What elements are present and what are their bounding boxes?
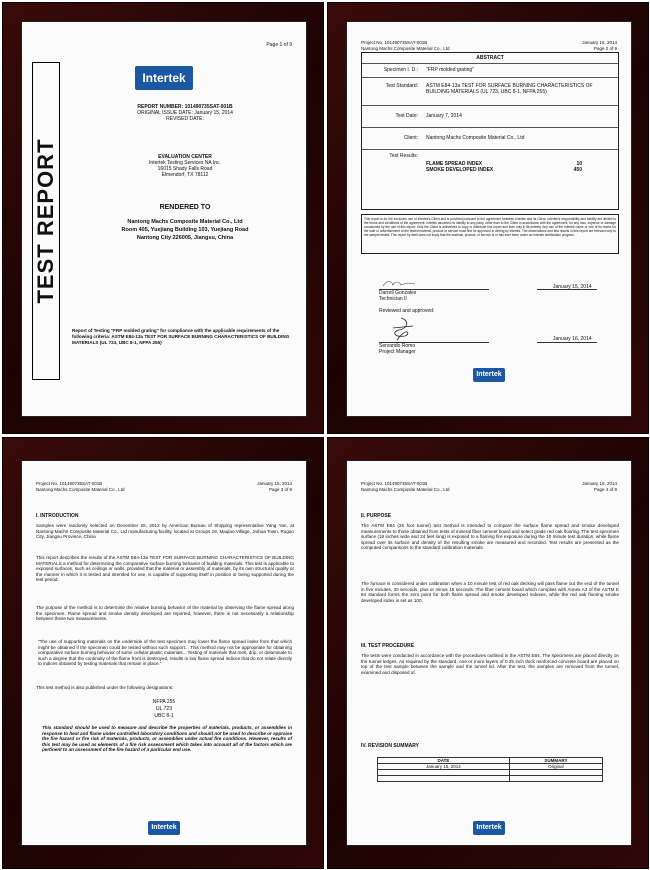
center-line: 16015 Shady Falls Road [157, 166, 213, 172]
header-right: January 15, 2014 Page 3 of 9 [257, 481, 292, 492]
intro-quote: "The use of supporting materials on the underside of the test specimen may lower the flame spread index from that which might be obtained if the specimen could be tested without such support... This method may not be appropriate for obtaining comparative surface burning behavior of some cellular plastic materials... Testing of materials that melt, drip, or delaminate to such a degree that the continuity of the flame front is destroyed, results in low flame spread indices that do not relate directly to indices obtained by testing materials that remain in place." [38, 639, 292, 667]
table-cell: January 15, 2014 [378, 764, 510, 770]
center-line: Intertek Testing Services NA Inc. [149, 160, 221, 166]
center-line: Elmendorf, TX 78112 [161, 172, 209, 178]
page-2 [346, 21, 632, 417]
table-header: DATE [378, 758, 510, 764]
intertek-logo: Intertek [473, 368, 505, 382]
standard-notice: This standard should be used to measure and describe the properties of materials, products, or assemblies in response to heat and flame under controlled laboratory conditions and should not be used to describe or appraise the fire hazard or fire risk of materials, products, or assemblies under actual fire conditions. However, results of this test may be used as elements of a fire risk assessment which takes into account all of the factors which are pertinent to an assessment of the fire hazard of a particular end use. [42, 725, 292, 753]
frame-page-1 [2, 2, 324, 434]
flame-spread-value: 10 [576, 161, 582, 167]
abstract-title: ABSTRACT [476, 55, 504, 61]
table-header: SUMMARY [509, 758, 602, 764]
intro-paragraph-2: This report describes the results of the ASTM E84-13a TEST FOR SURFACE BURNING CHARACTERISTICS OF BUILDING MATERIALS a method for determining the comparative surface burning behavior of building materials. This test is applicable to exposed surfaces, such as ceilings or walls, provided that the material or assembly of materials, by its own structural quality or the manner in which it is tested and intended for use, is capable of supporting itself in position or being supported during the test period. [36, 555, 294, 583]
rendered-to-title: RENDERED TO [159, 204, 211, 211]
revised-date: REVISED DATE: [166, 116, 204, 122]
page-3 [21, 460, 307, 846]
signer-1-name: Darrell Gonzales [379, 290, 417, 296]
smoke-developed-label: SMOKE DEVELOPED INDEX [426, 167, 494, 173]
page-number: Page 1 of 9 [266, 42, 292, 48]
signer-2-title: Project Manager [379, 349, 416, 355]
signature-gonzales [381, 278, 421, 288]
header-right: January 15, 2014 Page 4 of 9 [582, 481, 617, 492]
intertek-logo: Intertek [473, 821, 505, 835]
procedure-paragraph: The tests were conducted in accordance with the procedures outlined in the ASTM E84. The specimens are placed directly on the tunnel ledges. As required by the standard, one or more layers of 0.25 inch thick reinforced concrete board are placed on top of the test sample between the sample and the tunnel lid. After the test, the samples are removed from the tunnel, examined and disposed of. [361, 653, 619, 675]
table-cell [378, 776, 510, 782]
smoke-developed-value: 450 [573, 167, 582, 173]
intro-paragraph-1: Samples were randomly selected on December 25, 2013 by American Bureau of Shipping representative Yang Yan, at Nantong Machs Composite Material Co., Ltd manufacturing facility, located at Groups 18, Maqiao Village, Jiuhua Town, Rugao City, Jiangsu Province, China [36, 523, 294, 540]
compliance-statement: Report of Testing "FRP molded grating" for compliance with the applicable requirements of the following criteria: ASTM E84-13a TEST FOR SURFACE BURNING CHARACTERISTICS OF BUILDING MATERIALS (UL 723, UBC 8-1, NFPA 255) [72, 328, 290, 345]
reviewed-label: Reviewed and approved: [379, 308, 435, 314]
intro-paragraph-5: This test method is also published under the following designations: [36, 685, 174, 690]
header-left: Project No. 101490735SAT-001B Nantong Machs Composite Material Co., Ltd [361, 40, 450, 51]
evaluation-center-title: EVALUATION CENTER [158, 154, 212, 160]
section-introduction: I. INTRODUCTION [36, 513, 79, 519]
purpose-paragraph-1: The ASTM E84 (25 foot tunnel) test method is intended to compare the surface flame spread and smoke developed measurements to those obtained from tests of mineral fiber cement board and select grade red oak flooring. The test specimen surface (18 inches wide and 24 feet long) is exposed to a flaming fire exposure during the 10 minute test duration, while flame spread over its surface and density of the resulting smoke are measured and recorded. Test results are presented as the computed comparisons to the standard calibration materials. [361, 523, 619, 551]
signer-1-title: Technician II [379, 296, 407, 302]
table-row [378, 776, 603, 782]
section-test-procedure: III. TEST PROCEDURE [361, 643, 415, 649]
page-4 [346, 460, 632, 846]
designation-item: NFPA 255 [152, 699, 176, 705]
page-1 [21, 21, 307, 417]
client-line: Nantong City 226005, Jiangsu, China [136, 235, 234, 241]
header-left: Project No. 101490735SAT-001B Nantong Machs Composite Material Co., Ltd [36, 481, 125, 492]
flame-spread-label: FLAME SPREAD INDEX [426, 161, 483, 167]
client-line: Nantong Machs Composite Material Co., Ltd [127, 219, 243, 225]
table-cell [509, 776, 602, 782]
test-report-side-title: TEST REPORT [32, 62, 60, 380]
frame-page-3 [2, 437, 324, 869]
table-cell: Original [509, 764, 602, 770]
intertek-logo: Intertek [135, 66, 193, 90]
intertek-logo: Intertek [148, 821, 180, 835]
designation-item: UL 723 [156, 706, 172, 712]
signature-romo [387, 316, 417, 342]
frame-page-4 [327, 437, 649, 869]
intro-paragraph-3: The purpose of the method is to determine the relative burning behavior of the material by observing the flame spread along the specimen. Flame spread and smoke density developed are reported, however, there is not necessarily a relationship between these two measurements. [36, 605, 294, 622]
section-revision-summary: IV. REVISION SUMMARY [361, 743, 419, 749]
frame-page-2 [327, 2, 649, 434]
signer-1-date: January 15, 2014 [553, 284, 592, 290]
designation-item: UBC 8-1 [154, 713, 174, 719]
report-number: REPORT NUMBER: 101490735SAT-001B [137, 104, 233, 110]
header-right: January 15, 2014 Page 2 of 9 [582, 40, 617, 51]
purpose-paragraph-2: The furnace is considered under calibration when a 10 minute test of red oak decking will pass flame out the end of the tunnel in five minutes, 30 seconds, plus or minus 15 seconds. The fiber cement board which complies with Annex A3 of the ASTM E 84 standard forms the zero point for both flame spread and smoke developed indexes, while the red oak flooring smoke developed index is set as 100. [361, 581, 619, 603]
section-purpose: II. PURPOSE [361, 513, 392, 519]
disclaimer-box: This report is for the exclusive use of Intertek's Client and is provided pursuant to the agreement between Intertek and its Client. Intertek's responsibility and liability are limited to the terms and conditions of the agreement. Intertek assumes no liability to any party, other than to the Client in accordance with the agreement, for any loss, expense or damage occasioned by the use of this report. Only the Client is authorized to copy or distribute this report and then only in its entirety. Any use of the Intertek name or one of its marks for the sale or advertisement of the tested material, product or service must first be approved in writing by Intertek. The observations and test results in this report are relevant only to the sample tested. This report by itself does not imply that the material, product, or service is or has ever been under an Intertek certification program. [361, 214, 619, 254]
original-issue-date: ORIGINAL ISSUE DATE: January 15, 2014 [137, 110, 233, 116]
header-left: Project No. 101490735SAT-001B Nantong Machs Composite Material Co., Ltd [361, 481, 450, 492]
signer-2-date: January 16, 2014 [553, 336, 592, 342]
client-line: Room 405, Yuejiang Building 103, Yuejiang Road [121, 227, 249, 233]
signer-2-name: Servando Romo [379, 343, 416, 349]
abstract-box: ABSTRACT Specimen I. D.: "FRP molded grating" Test Standard: ASTM E84-13a TEST FOR SURFACE BURNING CHARACTERISTICS OF BUILDING MATERIALS (UL 723, UBC 8-1, NFPA 255) Test Date: January 7, 2014 Client: Nantong Machs Composite Material Co., Ltd Test Results: FLAME SPREAD INDEX 10 SMOKE DEVELOPED INDEX 450 [361, 52, 619, 210]
revision-table [377, 757, 603, 782]
